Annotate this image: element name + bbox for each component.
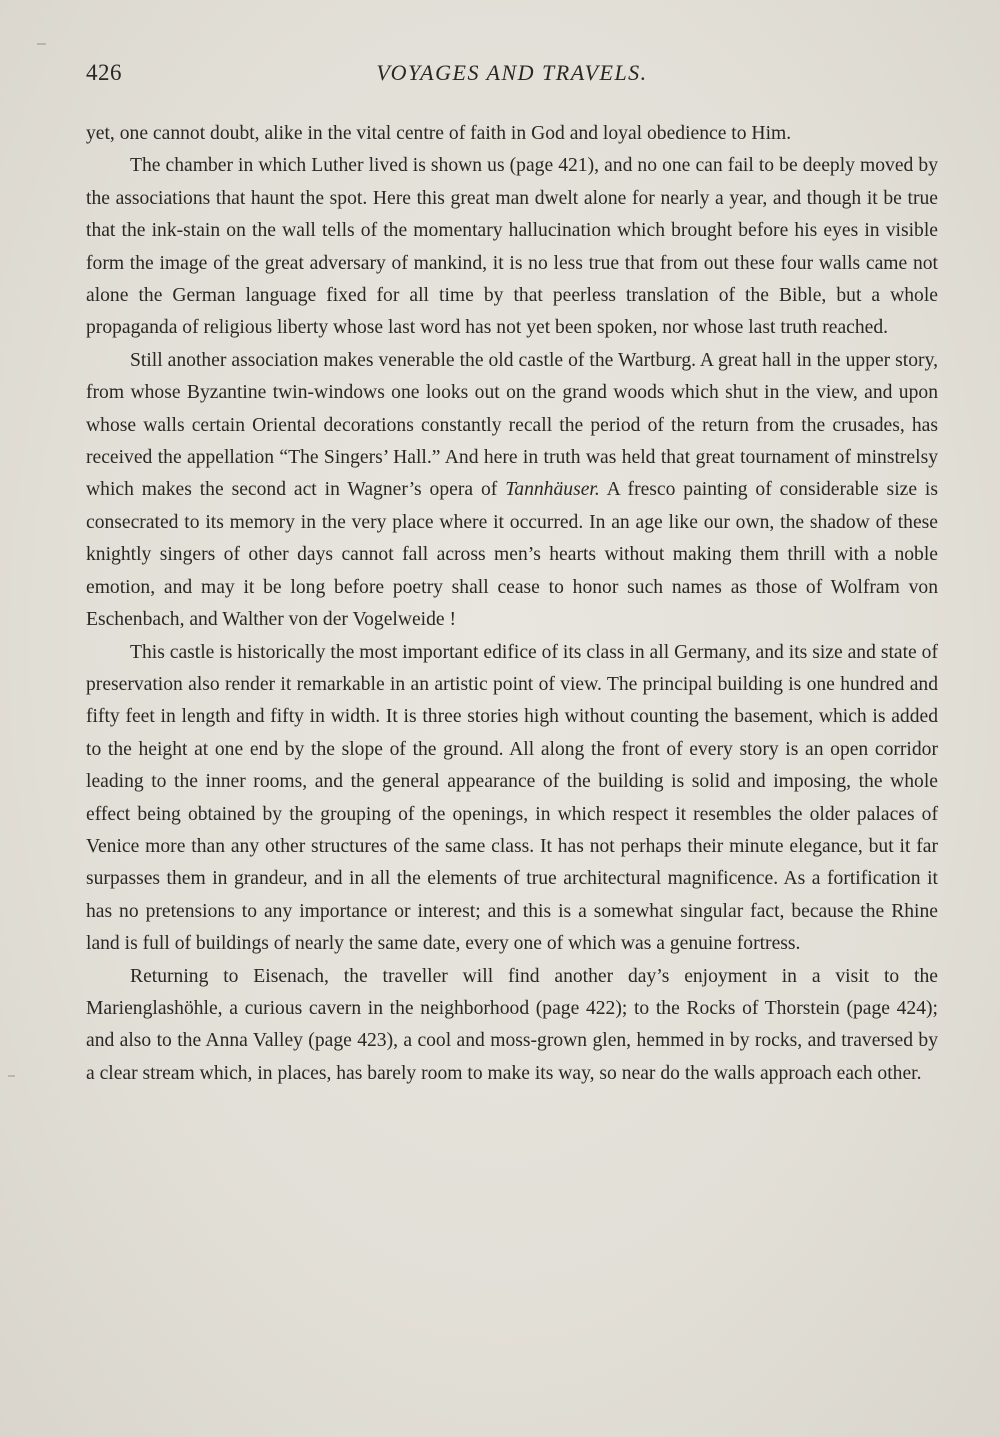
edge-mark-left [8,1075,15,1077]
paragraph-text: A fresco painting of considerable size is consecrated to its memory in the very place where it occurred. In an age like our own, the shadow of these knightly singers of other days cannot fall across men’s hearts without making them thrill with a noble emotion, and may it be long before poetry shall cease to honor such names as those of Wolfram von Eschenbach, and Walther von der Vogelweide ! [86,479,938,631]
running-title: VOYAGES AND TRAVELS. [376,60,648,85]
paragraph-text: Still another association makes venerable the old castle of the Wartburg. A great hall in the upper story, from whose Byzantine twin-windows one looks out on the grand woods which shut in the view, and upon whose walls certain Oriental decorations constantly recall the period of the return from the crusades, has received the appellation “The Singers’ Hall.” And here in truth was held that great tournament of minstrelsy which makes the second act in Wagner’s opera of [86,349,938,501]
paragraph-continued: yet, one cannot doubt, alike in the vital centre of faith in God and loyal obedience to Him. [86,123,792,144]
running-head [86,60,938,100]
paragraph-castle-description: This castle is historically the most important edifice of its class in all Germany, and its size and state of preservation also render it remarkable in an artistic point of view. The principal building is one hundred and fifty feet in length and fifty in width. It is three stories high without counting the basement, which is added to the height at one end by the slope of the ground. All along the front of every story is an open corridor leading to the inner rooms, and the general appearance of the building is solid and imposing, the whole effect being obtained by the grouping of the openings, in which respect it resembles the older palaces of Venice more than any other structures of the same class. It has not perhaps their minute elegance, but it far surpasses them in grandeur, and in all the elements of true architectural magnificence. As a fortification it has no pretensions to any importance or interest; and this is a somewhat singular fact, because the Rhine land is full of buildings of nearly the same date, every one of which was a genuine fortress. [86,641,938,955]
page-number: 426 [86,60,122,85]
paragraph-luther-chamber: The chamber in which Luther lived is shown us (page 421), and no one can fail to be deeply moved by the associations that haunt the spot. Here this great man dwelt alone for nearly a year, and though it be true that the ink-stain on the wall tells of the momentary hallucination which brought before his eyes in visible form the image of the great adversary of mankind, it is no less true that from out these four walls came not alone the German language fixed for all time by that peerless translation of the Bible, but a whole propaganda of religious liberty whose last word has not yet been spoken, nor whose last truth reached. [86,155,938,339]
opera-title: Tannhäuser. [505,479,600,501]
edge-mark-top [37,43,46,45]
paragraph-eisenach-excursions: Returning to Eisenach, the traveller will find another day’s enjoyment in a visit to the Marienglashöhle, a curious cavern in the neighborhood (page 422); to the Rocks of Thorstein (page 424); and also to the Anna Valley (page 423), a cool and moss-grown glen, hemmed in by rocks, and traversed by a clear stream which, in places, has barely room to make its way, so near do the walls approach each other. [86,965,938,1084]
paragraph-singers-hall [86,345,938,637]
body-text [86,118,938,1090]
